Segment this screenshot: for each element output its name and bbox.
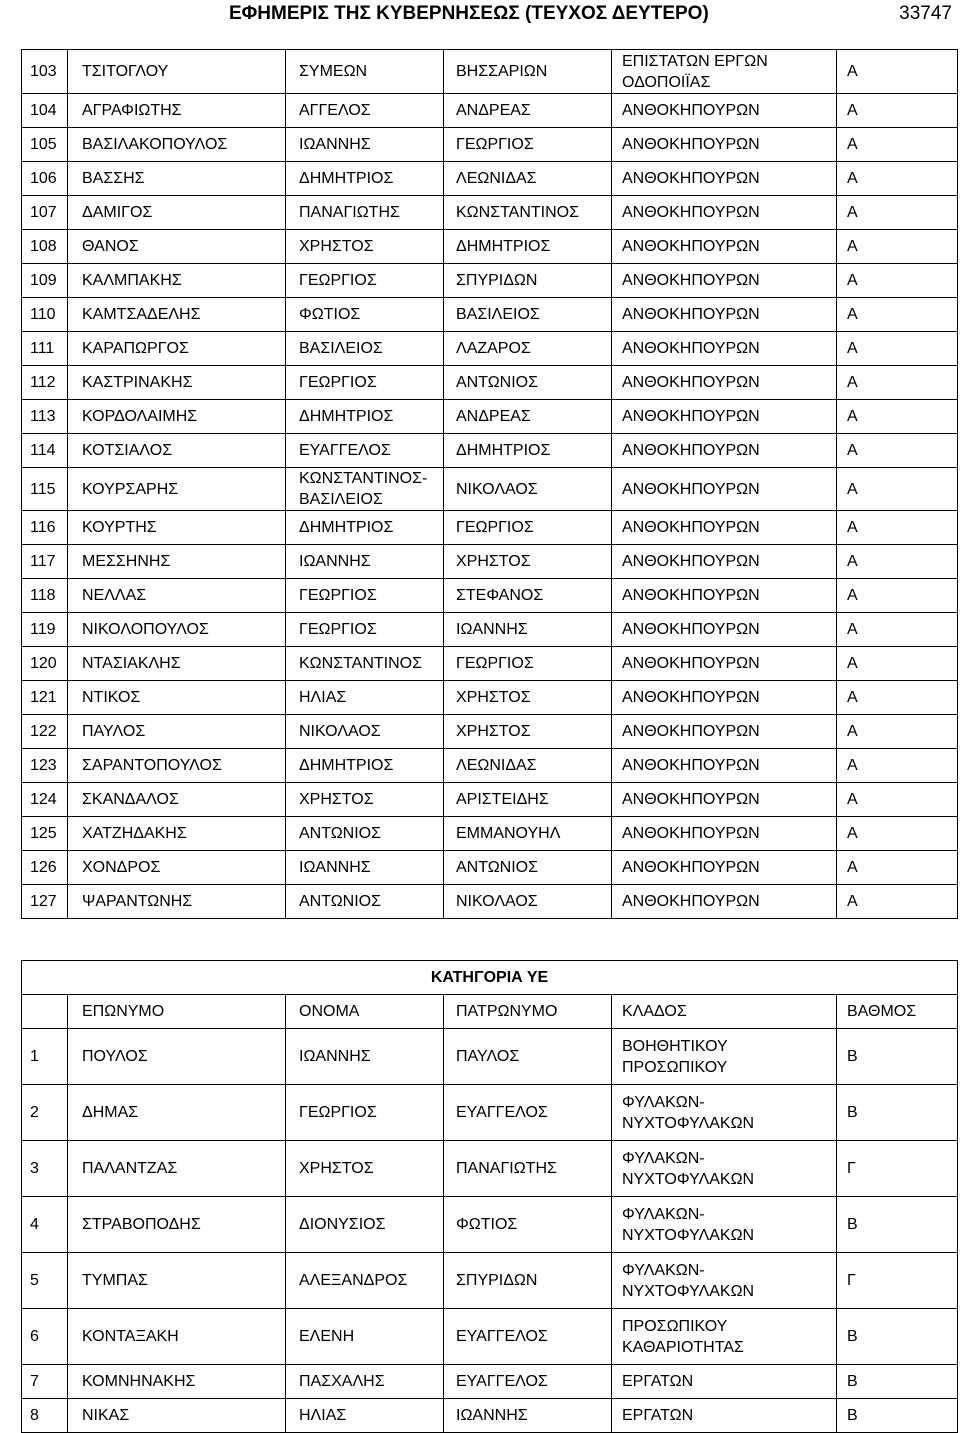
header-name: ΟΝΟΜΑ <box>286 995 444 1029</box>
grade-cell: Α <box>837 400 958 434</box>
name-cell: ΧΡΗΣΤΟΣ <box>286 230 444 264</box>
row-number: 4 <box>22 1197 68 1253</box>
name-cell: ΓΕΩΡΓΙΟΣ <box>286 1085 444 1141</box>
table-row <box>22 196 958 230</box>
branch-cell: ΑΝΘΟΚΗΠΟΥΡΩΝ <box>612 196 837 230</box>
row-number: 108 <box>22 230 68 264</box>
father-name-cell: ΕΥΑΓΓΕΛΟΣ <box>444 1309 612 1365</box>
table-row <box>22 749 958 783</box>
grade-cell: Α <box>837 851 958 885</box>
branch-cell: ΑΝΘΟΚΗΠΟΥΡΩΝ <box>612 400 837 434</box>
branch-cell: ΑΝΘΟΚΗΠΟΥΡΩΝ <box>612 647 837 681</box>
grade-cell: Α <box>837 715 958 749</box>
branch-cell: ΑΝΘΟΚΗΠΟΥΡΩΝ <box>612 715 837 749</box>
surname-cell: ΚΟΤΣΙΑΛΟΣ <box>68 434 286 468</box>
grade-cell: Α <box>837 511 958 545</box>
father-name-cell: ΓΕΩΡΓΙΟΣ <box>444 128 612 162</box>
name-cell: ΓΕΩΡΓΙΟΣ <box>286 264 444 298</box>
table-row <box>22 545 958 579</box>
table-row <box>22 1365 958 1399</box>
grade-cell: Α <box>837 545 958 579</box>
father-name-cell: ΒΗΣΣΑΡΙΩΝ <box>444 50 612 94</box>
father-name-cell: ΔΗΜΗΤΡΙΟΣ <box>444 434 612 468</box>
surname-cell: ΚΟΝΤΑΞΑΚΗ <box>68 1309 286 1365</box>
father-name-cell: ΕΥΑΓΓΕΛΟΣ <box>444 1085 612 1141</box>
surname-cell: ΣΑΡΑΝΤΟΠΟΥΛΟΣ <box>68 749 286 783</box>
surname-cell: ΚΟΜΝΗΝΑΚΗΣ <box>68 1365 286 1399</box>
header-branch: ΚΛΑΔΟΣ <box>612 995 837 1029</box>
grade-cell: Α <box>837 613 958 647</box>
father-name-cell: ΑΝΔΡΕΑΣ <box>444 94 612 128</box>
grade-cell: Α <box>837 196 958 230</box>
row-number: 124 <box>22 783 68 817</box>
surname-cell: ΒΑΣΣΗΣ <box>68 162 286 196</box>
surname-cell: ΚΑΣΤΡΙΝΑΚΗΣ <box>68 366 286 400</box>
table-row <box>22 613 958 647</box>
surname-cell: ΝΕΛΛΑΣ <box>68 579 286 613</box>
appointments-table <box>21 49 958 919</box>
father-name-cell: ΧΡΗΣΤΟΣ <box>444 715 612 749</box>
branch-cell: ΑΝΘΟΚΗΠΟΥΡΩΝ <box>612 783 837 817</box>
father-name-cell: ΠΑΥΛΟΣ <box>444 1029 612 1085</box>
surname-cell: ΨΑΡΑΝΤΩΝΗΣ <box>68 885 286 919</box>
grade-cell: Α <box>837 366 958 400</box>
father-name-cell: ΧΡΗΣΤΟΣ <box>444 545 612 579</box>
row-number: 121 <box>22 681 68 715</box>
header-surname: ΕΠΩΝΥΜΟ <box>68 995 286 1029</box>
row-number: 5 <box>22 1253 68 1309</box>
row-number: 6 <box>22 1309 68 1365</box>
father-name-cell: ΠΑΝΑΓΙΩΤΗΣ <box>444 1141 612 1197</box>
table-row <box>22 817 958 851</box>
name-cell: ΧΡΗΣΤΟΣ <box>286 1141 444 1197</box>
name-cell: ΙΩΑΝΝΗΣ <box>286 545 444 579</box>
name-cell: ΕΥΑΓΓΕΛΟΣ <box>286 434 444 468</box>
father-name-cell: ΕΜΜΑΝΟΥΗΛ <box>444 817 612 851</box>
name-cell: ΔΗΜΗΤΡΙΟΣ <box>286 511 444 545</box>
branch-cell: ΦΥΛΑΚΩΝ- ΝΥΧΤΟΦΥΛΑΚΩΝ <box>612 1197 837 1253</box>
row-number: 117 <box>22 545 68 579</box>
row-number: 111 <box>22 332 68 366</box>
grade-cell: Β <box>837 1365 958 1399</box>
table-row <box>22 264 958 298</box>
name-cell: ΒΑΣΙΛΕΙΟΣ <box>286 332 444 366</box>
row-number: 114 <box>22 434 68 468</box>
branch-cell: ΦΥΛΑΚΩΝ- ΝΥΧΤΟΦΥΛΑΚΩΝ <box>612 1085 837 1141</box>
surname-cell: ΚΑΛΜΠΑΚΗΣ <box>68 264 286 298</box>
branch-cell: ΑΝΘΟΚΗΠΟΥΡΩΝ <box>612 613 837 647</box>
category-ye-table <box>21 960 958 1433</box>
name-cell: ΑΝΤΩΝΙΟΣ <box>286 817 444 851</box>
father-name-cell: ΕΥΑΓΓΕΛΟΣ <box>444 1365 612 1399</box>
surname-cell: ΝΤΙΚΟΣ <box>68 681 286 715</box>
name-cell: ΕΛΕΝΗ <box>286 1309 444 1365</box>
branch-cell: ΑΝΘΟΚΗΠΟΥΡΩΝ <box>612 681 837 715</box>
row-number: 103 <box>22 50 68 94</box>
branch-cell: ΕΠΙΣΤΑΤΩΝ ΕΡΓΩΝ ΟΔΟΠΟΙΪΑΣ <box>612 50 837 94</box>
surname-cell: ΠΑΛΑΝΤΖΑΣ <box>68 1141 286 1197</box>
grade-cell: Β <box>837 1029 958 1085</box>
row-number: 113 <box>22 400 68 434</box>
father-name-cell: ΑΡΙΣΤΕΙΔΗΣ <box>444 783 612 817</box>
branch-cell: ΑΝΘΟΚΗΠΟΥΡΩΝ <box>612 298 837 332</box>
father-name-cell: ΣΠΥΡΙΔΩΝ <box>444 1253 612 1309</box>
table-row <box>22 366 958 400</box>
header-father: ΠΑΤΡΩΝΥΜΟ <box>444 995 612 1029</box>
page-header <box>0 0 960 30</box>
row-number: 8 <box>22 1399 68 1433</box>
row-number: 7 <box>22 1365 68 1399</box>
grade-cell: Α <box>837 264 958 298</box>
branch-cell: ΑΝΘΟΚΗΠΟΥΡΩΝ <box>612 511 837 545</box>
branch-cell: ΑΝΘΟΚΗΠΟΥΡΩΝ <box>612 579 837 613</box>
branch-cell: ΑΝΘΟΚΗΠΟΥΡΩΝ <box>612 468 837 511</box>
name-cell: ΦΩΤΙΟΣ <box>286 298 444 332</box>
branch-cell: ΑΝΘΟΚΗΠΟΥΡΩΝ <box>612 332 837 366</box>
table-row <box>22 1085 958 1141</box>
father-name-cell: ΝΙΚΟΛΑΟΣ <box>444 468 612 511</box>
name-cell: ΑΛΕΞΑΝΔΡΟΣ <box>286 1253 444 1309</box>
branch-cell: ΕΡΓΑΤΩΝ <box>612 1399 837 1433</box>
father-name-cell: ΑΝΔΡΕΑΣ <box>444 400 612 434</box>
name-cell: ΔΗΜΗΤΡΙΟΣ <box>286 162 444 196</box>
father-name-cell: ΧΡΗΣΤΟΣ <box>444 681 612 715</box>
surname-cell: ΤΥΜΠΑΣ <box>68 1253 286 1309</box>
table-row <box>22 434 958 468</box>
name-cell: ΓΕΩΡΓΙΟΣ <box>286 579 444 613</box>
father-name-cell: ΔΗΜΗΤΡΙΟΣ <box>444 230 612 264</box>
grade-cell: Α <box>837 332 958 366</box>
branch-cell: ΑΝΘΟΚΗΠΟΥΡΩΝ <box>612 94 837 128</box>
grade-cell: Α <box>837 94 958 128</box>
grade-cell: Γ <box>837 1253 958 1309</box>
grade-cell: Α <box>837 817 958 851</box>
grade-cell: Α <box>837 783 958 817</box>
surname-cell: ΚΟΡΔΟΛΑΙΜΗΣ <box>68 400 286 434</box>
branch-cell: ΑΝΘΟΚΗΠΟΥΡΩΝ <box>612 545 837 579</box>
surname-cell: ΝΙΚΟΛΟΠΟΥΛΟΣ <box>68 613 286 647</box>
grade-cell: Α <box>837 468 958 511</box>
grade-cell: Α <box>837 128 958 162</box>
surname-cell: ΔΗΜΑΣ <box>68 1085 286 1141</box>
table-row <box>22 1309 958 1365</box>
grade-cell: Α <box>837 298 958 332</box>
row-number: 122 <box>22 715 68 749</box>
table-row <box>22 298 958 332</box>
surname-cell: ΚΑΜΤΣΑΔΕΛΗΣ <box>68 298 286 332</box>
name-cell: ΣΥΜΕΩΝ <box>286 50 444 94</box>
grade-cell: Α <box>837 681 958 715</box>
surname-cell: ΚΑΡΑΠΩΡΓΟΣ <box>68 332 286 366</box>
row-number: 104 <box>22 94 68 128</box>
category-row <box>22 961 958 995</box>
surname-cell: ΧΟΝΔΡΟΣ <box>68 851 286 885</box>
header-row <box>22 995 958 1029</box>
branch-cell: ΑΝΘΟΚΗΠΟΥΡΩΝ <box>612 749 837 783</box>
branch-cell: ΒΟΗΘΗΤΙΚΟΥ ΠΡΟΣΩΠΙΚΟΥ <box>612 1029 837 1085</box>
name-cell: ΗΛΙΑΣ <box>286 1399 444 1433</box>
row-number: 123 <box>22 749 68 783</box>
father-name-cell: ΝΙΚΟΛΑΟΣ <box>444 885 612 919</box>
surname-cell: ΜΕΣΣΗΝΗΣ <box>68 545 286 579</box>
table-row <box>22 647 958 681</box>
row-number: 118 <box>22 579 68 613</box>
surname-cell: ΠΑΥΛΟΣ <box>68 715 286 749</box>
branch-cell: ΑΝΘΟΚΗΠΟΥΡΩΝ <box>612 264 837 298</box>
table-row <box>22 1141 958 1197</box>
surname-cell: ΣΚΑΝΔΑΛΟΣ <box>68 783 286 817</box>
row-number: 1 <box>22 1029 68 1085</box>
branch-cell: ΑΝΘΟΚΗΠΟΥΡΩΝ <box>612 851 837 885</box>
branch-cell: ΑΝΘΟΚΗΠΟΥΡΩΝ <box>612 434 837 468</box>
branch-cell: ΑΝΘΟΚΗΠΟΥΡΩΝ <box>612 162 837 196</box>
table-row <box>22 1253 958 1309</box>
name-cell: ΧΡΗΣΤΟΣ <box>286 783 444 817</box>
branch-cell: ΠΡΟΣΩΠΙΚΟΥ ΚΑΘΑΡΙΟΤΗΤΑΣ <box>612 1309 837 1365</box>
name-cell: ΙΩΑΝΝΗΣ <box>286 1029 444 1085</box>
father-name-cell: ΓΕΩΡΓΙΟΣ <box>444 511 612 545</box>
grade-cell: Α <box>837 749 958 783</box>
row-number: 106 <box>22 162 68 196</box>
row-number: 125 <box>22 817 68 851</box>
row-number: 119 <box>22 613 68 647</box>
father-name-cell: ΦΩΤΙΟΣ <box>444 1197 612 1253</box>
father-name-cell: ΛΕΩΝΙΔΑΣ <box>444 162 612 196</box>
surname-cell: ΒΑΣΙΛΑΚΟΠΟΥΛΟΣ <box>68 128 286 162</box>
name-cell: ΔΗΜΗΤΡΙΟΣ <box>286 400 444 434</box>
name-cell: ΚΩΝΣΤΑΝΤΙΝΟΣ <box>286 647 444 681</box>
name-cell: ΙΩΑΝΝΗΣ <box>286 851 444 885</box>
grade-cell: Α <box>837 885 958 919</box>
branch-cell: ΑΝΘΟΚΗΠΟΥΡΩΝ <box>612 366 837 400</box>
table-row <box>22 332 958 366</box>
table-row <box>22 400 958 434</box>
name-cell: ΓΕΩΡΓΙΟΣ <box>286 366 444 400</box>
surname-cell: ΤΣΙΤΟΓΛΟΥ <box>68 50 286 94</box>
surname-cell: ΑΓΡΑΦΙΩΤΗΣ <box>68 94 286 128</box>
row-number: 109 <box>22 264 68 298</box>
surname-cell: ΘΑΝΟΣ <box>68 230 286 264</box>
name-cell: ΚΩΝΣΤΑΝΤΙΝΟΣ- ΒΑΣΙΛΕΙΟΣ <box>286 468 444 511</box>
father-name-cell: ΓΕΩΡΓΙΟΣ <box>444 647 612 681</box>
name-cell: ΔΗΜΗΤΡΙΟΣ <box>286 749 444 783</box>
table-row <box>22 1029 958 1085</box>
table-row <box>22 681 958 715</box>
grade-cell: Α <box>837 579 958 613</box>
father-name-cell: ΚΩΝΣΤΑΝΤΙΝΟΣ <box>444 196 612 230</box>
row-number: 2 <box>22 1085 68 1141</box>
branch-cell: ΑΝΘΟΚΗΠΟΥΡΩΝ <box>612 230 837 264</box>
table-row <box>22 885 958 919</box>
grade-cell: Γ <box>837 1141 958 1197</box>
father-name-cell: ΑΝΤΩΝΙΟΣ <box>444 366 612 400</box>
header-grade: ΒΑΘΜΟΣ <box>837 995 958 1029</box>
row-number: 127 <box>22 885 68 919</box>
table-row <box>22 50 958 94</box>
grade-cell: Α <box>837 230 958 264</box>
branch-cell: ΑΝΘΟΚΗΠΟΥΡΩΝ <box>612 817 837 851</box>
row-number: 112 <box>22 366 68 400</box>
surname-cell: ΧΑΤΖΗΔΑΚΗΣ <box>68 817 286 851</box>
table-row <box>22 94 958 128</box>
name-cell: ΝΙΚΟΛΑΟΣ <box>286 715 444 749</box>
table-row <box>22 851 958 885</box>
branch-cell: ΑΝΘΟΚΗΠΟΥΡΩΝ <box>612 128 837 162</box>
table-row <box>22 511 958 545</box>
grade-cell: Β <box>837 1309 958 1365</box>
father-name-cell: ΒΑΣΙΛΕΙΟΣ <box>444 298 612 332</box>
surname-cell: ΠΟΥΛΟΣ <box>68 1029 286 1085</box>
table-row <box>22 1399 958 1433</box>
row-number: 120 <box>22 647 68 681</box>
row-number: 3 <box>22 1141 68 1197</box>
father-name-cell: ΣΠΥΡΙΔΩΝ <box>444 264 612 298</box>
row-number: 126 <box>22 851 68 885</box>
row-number: 105 <box>22 128 68 162</box>
surname-cell: ΝΤΑΣΙΑΚΛΗΣ <box>68 647 286 681</box>
surname-cell: ΔΑΜΙΓΟΣ <box>68 196 286 230</box>
branch-cell: ΑΝΘΟΚΗΠΟΥΡΩΝ <box>612 885 837 919</box>
name-cell: ΠΑΝΑΓΙΩΤΗΣ <box>286 196 444 230</box>
name-cell: ΠΑΣΧΑΛΗΣ <box>286 1365 444 1399</box>
table-row <box>22 128 958 162</box>
table-row <box>22 715 958 749</box>
gazette-title: ΕΦΗΜΕΡΙΣ ΤΗΣ ΚΥΒΕΡΝΗΣΕΩΣ (ΤΕΥΧΟΣ ΔΕΥΤΕΡΟ) <box>229 3 709 24</box>
grade-cell: Β <box>837 1197 958 1253</box>
page-number: 33747 <box>899 3 952 24</box>
header-number <box>22 995 68 1029</box>
grade-cell: Β <box>837 1399 958 1433</box>
table-row <box>22 579 958 613</box>
category-title: ΚΑΤΗΓΟΡΙΑ ΥΕ <box>22 961 958 995</box>
table-row <box>22 1197 958 1253</box>
father-name-cell: ΣΤΕΦΑΝΟΣ <box>444 579 612 613</box>
row-number: 110 <box>22 298 68 332</box>
branch-cell: ΕΡΓΑΤΩΝ <box>612 1365 837 1399</box>
row-number: 107 <box>22 196 68 230</box>
father-name-cell: ΑΝΤΩΝΙΟΣ <box>444 851 612 885</box>
grade-cell: Α <box>837 647 958 681</box>
father-name-cell: ΙΩΑΝΝΗΣ <box>444 1399 612 1433</box>
grade-cell: Α <box>837 50 958 94</box>
table-row <box>22 468 958 511</box>
name-cell: ΙΩΑΝΝΗΣ <box>286 128 444 162</box>
surname-cell: ΚΟΥΡΤΗΣ <box>68 511 286 545</box>
name-cell: ΔΙΟΝΥΣΙΟΣ <box>286 1197 444 1253</box>
table-row <box>22 230 958 264</box>
surname-cell: ΣΤΡΑΒΟΠΟΔΗΣ <box>68 1197 286 1253</box>
grade-cell: Α <box>837 162 958 196</box>
surname-cell: ΝΙΚΑΣ <box>68 1399 286 1433</box>
name-cell: ΗΛΙΑΣ <box>286 681 444 715</box>
name-cell: ΑΝΤΩΝΙΟΣ <box>286 885 444 919</box>
branch-cell: ΦΥΛΑΚΩΝ- ΝΥΧΤΟΦΥΛΑΚΩΝ <box>612 1141 837 1197</box>
row-number: 116 <box>22 511 68 545</box>
father-name-cell: ΛΑΖΑΡΟΣ <box>444 332 612 366</box>
father-name-cell: ΙΩΑΝΝΗΣ <box>444 613 612 647</box>
row-number: 115 <box>22 468 68 511</box>
grade-cell: Α <box>837 434 958 468</box>
branch-cell: ΦΥΛΑΚΩΝ- ΝΥΧΤΟΦΥΛΑΚΩΝ <box>612 1253 837 1309</box>
name-cell: ΑΓΓΕΛΟΣ <box>286 94 444 128</box>
name-cell: ΓΕΩΡΓΙΟΣ <box>286 613 444 647</box>
table-row <box>22 783 958 817</box>
grade-cell: Β <box>837 1085 958 1141</box>
table-row <box>22 162 958 196</box>
surname-cell: ΚΟΥΡΣΑΡΗΣ <box>68 468 286 511</box>
father-name-cell: ΛΕΩΝΙΔΑΣ <box>444 749 612 783</box>
